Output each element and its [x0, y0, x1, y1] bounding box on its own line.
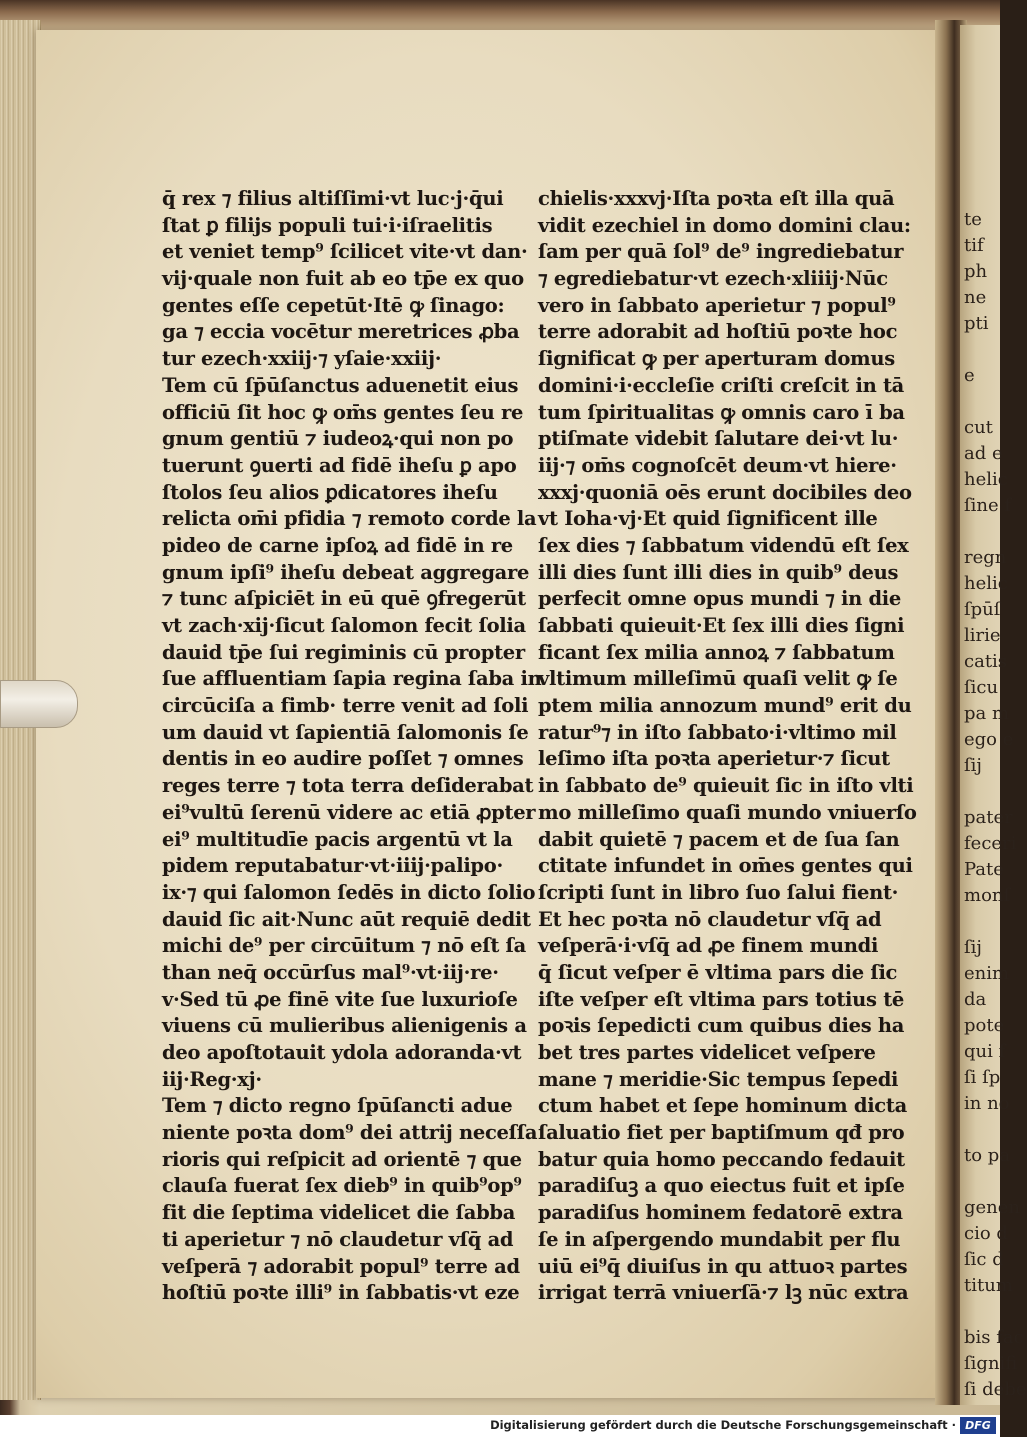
facing-page-fragment: in no — [964, 1093, 1010, 1114]
dfg-logo: DFG — [960, 1417, 996, 1434]
text-line: ſue affluentiam ſapia regina ſaba in — [162, 667, 542, 691]
facing-page-text — [960, 25, 1027, 1403]
facing-page-fragment: cut — [964, 417, 993, 438]
facing-page-fragment: ſine f — [964, 495, 1012, 516]
left-text-column — [162, 186, 542, 1307]
facing-page-fragment — [964, 337, 1000, 363]
text-line: veſperā·i·vſq̄ ad ꝓe finem mundi — [538, 934, 879, 958]
text-line: ſex dies ⁊ ſabbatum videndū eſt ſex — [538, 533, 909, 557]
text-line: hoſtiū poꝛte illi⁹ in ſabbatis·vt eze — [162, 1281, 520, 1305]
facing-page-fragment — [964, 1299, 1000, 1325]
text-line: relicta om̄i pfidia ⁊ remoto corde la — [162, 507, 537, 531]
text-line: ſam per quā ſol⁹ de⁹ ingrediebatur — [538, 240, 904, 264]
footer-credit: Digitalisierung gefördert durch die Deutsche Forschungsgemeinschaft · — [490, 1418, 956, 1432]
text-line: Tem cū ſp̄ūſanctus aduenetit eius — [162, 373, 519, 397]
text-line: batur quia homo peccando fedauit — [538, 1147, 905, 1171]
facing-page-fragment: pa m — [964, 703, 1010, 724]
text-line: vij·quale non fuit ab eo tp̄e ex quo — [162, 267, 524, 291]
text-line: vero in ſabbato aperietur ⁊ popul⁹ — [538, 293, 896, 317]
text-line: dabit quietē ⁊ pacem et de ſua ſan — [538, 827, 900, 851]
text-line: iij·Reg·xj· — [162, 1067, 262, 1091]
text-line: vltimum milleſimū quaſi velit ꝙ ſe — [538, 667, 898, 691]
facing-page-fragment: ph — [964, 261, 988, 282]
text-line: dauid ſic ait·Nunc aūt requiē dedit — [162, 907, 531, 931]
facing-page-fragment: bis fac — [964, 1327, 1024, 1348]
text-line: dauid tp̄e ſui regiminis cū propter — [162, 640, 525, 664]
text-line: ſe in aſpergendo mundabit per flu — [538, 1227, 901, 1251]
text-line: mo milleſimo quaſi mundo vniuerſo — [538, 800, 917, 824]
text-line: than neq̄ occūrſus mal⁹·vt·iij·re· — [162, 960, 499, 984]
text-line: ſabbati quieuit·Et ſex illi dies ſigni — [538, 614, 905, 637]
text-line: gentes eſſe cepetūt·Itē ꝙ ſinago: — [162, 293, 505, 317]
text-line: leſimo iſta poꝛta aperietur·⁊ ſicut — [538, 747, 890, 771]
facing-page-fragment: ad e — [964, 443, 1003, 464]
text-line: tur ezech·xxiij·⁊ yſaie·xxiij· — [162, 347, 442, 371]
text-line: vidit ezechiel in domo domini clau: — [538, 213, 911, 237]
facing-page-fragment: ſicu — [964, 677, 999, 698]
facing-page-fragment: ſignifi — [964, 1353, 1018, 1374]
facing-page-fragment: catis — [964, 651, 1008, 672]
text-line: ctum habet et ſepe hominum dicta — [538, 1094, 907, 1118]
facing-page-fragment — [964, 519, 1000, 545]
text-line: iſte veſper eſt vltima pars totius tē — [538, 987, 905, 1011]
text-line: michi de⁹ per circūitum ⁊ nō eſt ſa — [162, 934, 526, 958]
facing-page-fragment — [964, 779, 1000, 805]
text-line: ſignificat ꝙ per aperturam domus — [538, 347, 895, 371]
facing-page-fragment: pote — [964, 1015, 1005, 1036]
facing-page-fragment: lirie — [964, 625, 1001, 646]
text-line: chielis·xxxvj·Iſta poꝛta eſt illa quā — [538, 187, 895, 210]
text-line: paradiſuꝫ a quo eiectus fuit et ipſe — [538, 1174, 905, 1198]
text-line: mane ⁊ meridie·Sic tempus ſepedi — [538, 1067, 899, 1091]
text-line: illi dies ſunt illi dies in quib⁹ deus — [538, 560, 899, 584]
text-line: ficant ſex milia annoꝝ ⁊ ſabbatum — [538, 640, 895, 664]
facing-page-fragment: pti — [964, 313, 989, 334]
text-line: Et hec poꝛta nō claudetur vſq̄ ad — [538, 907, 882, 931]
text-line: viuens cū mulieribus alienigenis a — [162, 1014, 527, 1038]
text-line: tum ſpiritualitas ꝙ omnis caro ī ba — [538, 400, 905, 424]
book-top-edge — [0, 0, 1000, 30]
facing-page-fragment: feceri — [964, 833, 1017, 854]
text-line: ratur⁹⁊ in iſto ſabbato·i·vltimo mil — [538, 720, 897, 744]
text-line: ptiſmate videbit ſalutare dei·vt lu· — [538, 427, 899, 451]
facing-page-fragment — [964, 1169, 1000, 1195]
facing-page-fragment: ego e — [964, 729, 1014, 750]
facing-page-fragment: regn — [964, 547, 1007, 568]
facing-page-fragment: ſi ſp — [964, 1067, 1001, 1088]
facing-page-fragment — [964, 389, 1000, 415]
text-line: pidem reputabatur·vt·iiij·palipo· — [162, 854, 503, 878]
facing-page-fragment: titum — [964, 1275, 1013, 1296]
text-line: et veniet temp⁹ ſcilicet vite·vt dan· — [162, 240, 528, 264]
text-line: deo apoſtotauit ydola adoranda·vt — [162, 1041, 522, 1064]
text-line: ga ⁊ eccia vocētur meretrices ꝓba — [162, 320, 520, 344]
text-line: ctitate infundet in om̄es gentes qui — [538, 854, 913, 878]
facing-page-fragment — [964, 1117, 1000, 1143]
text-line: perfecit omne opus mundi ⁊ in die — [538, 587, 902, 611]
text-line: tuerunt ꝯuerti ad fidē iheſu ꝑ apo — [162, 453, 517, 477]
text-line: domini·i·eccleſie criſti creſcit in tā — [538, 373, 904, 397]
facing-page-fragment: ſic d — [964, 1249, 1004, 1270]
text-line: uiū ei⁹q̄ diuiſus in qu attuoꝛ partes — [538, 1254, 908, 1278]
facing-page-fragment: e — [964, 365, 975, 386]
text-line: ſaluatio fiet per baptiſmum qđ pro — [538, 1121, 905, 1145]
text-line: terre adorabit ad hoſtiū poꝛte hoc — [538, 320, 898, 344]
text-line: reges terre ⁊ tota terra deſiderabat — [162, 774, 534, 798]
facing-page-fragment: tif — [964, 235, 984, 256]
facing-page-fragment: da — [964, 989, 987, 1010]
text-line: officiū ſit hoc ꝙ om̄s gentes ſeu re — [162, 400, 524, 424]
facing-page-fragment: monſ — [964, 885, 1011, 906]
facing-page-fragment: cio d — [964, 1223, 1008, 1244]
text-line: gnum gentiū ⁊ iudeoꝝ·qui non po — [162, 427, 514, 451]
text-line: um dauid vt ſapientiā ſalomonis ſe — [162, 720, 529, 744]
text-line: Tem ⁊ dicto regno ſpūſancti adue — [162, 1094, 513, 1118]
text-line: v·Sed tū ꝓe finē vite ſue luxurioſe — [162, 987, 518, 1011]
right-text-column — [538, 186, 917, 1307]
text-line: veſperā ⁊ adorabit popul⁹ terre ad — [162, 1254, 520, 1278]
facing-page-fragment: te — [964, 209, 982, 230]
facing-page-fragment: to pa — [964, 1145, 1011, 1166]
text-line: ei⁹ multitudīe pacis argentū vt la — [162, 827, 513, 851]
text-line: clauſa fuerat ſex dieb⁹ in quib⁹op⁹ — [162, 1174, 522, 1198]
facing-page-fragment: ſi debe — [964, 1379, 1027, 1400]
facing-page-edge — [960, 25, 1027, 1405]
text-line: vt Ioha·vj·Et quid ſignificent ille — [538, 507, 878, 531]
text-line: ſtolos ſeu alios ꝑdicatores iheſu — [162, 480, 498, 504]
facing-page-fragment: ne — [964, 287, 987, 308]
text-line: pideo de carne ipſoꝝ ad fidē in re — [162, 533, 513, 557]
text-line: ſtat ꝑ filijs populi tui·i·iſraelitis — [162, 213, 493, 237]
facing-page-fragment: ſpūſ — [964, 599, 1001, 620]
facing-page-fragment: qui f — [964, 1041, 1006, 1062]
text-line: poꝛis ſepedicti cum quibus dies ha — [538, 1014, 905, 1038]
facing-page-fragment: genen — [964, 1197, 1021, 1218]
text-line: ſcripti ſunt in libro ſuo ſalui fient· — [538, 880, 899, 904]
text-line: q̄ ſicut veſper ē vltima pars die ſic — [538, 960, 898, 984]
text-line: ⁊ tunc aſpiciēt in eū quē ꝯfregerūt — [162, 587, 526, 611]
text-line: q̄ rex ⁊ filius altiſſimi·vt luc·j·q̄ui — [162, 187, 504, 210]
facing-page-fragment: pater — [964, 807, 1013, 828]
text-line: gnum ipſi⁹ iheſu debeat aggregare — [162, 560, 530, 584]
text-line: rioris qui reſpicit ad orientē ⁊ que — [162, 1147, 522, 1171]
text-line: ⁊ egrediebatur·vt ezech·xliiij·Nūc — [538, 267, 888, 291]
text-line: paradiſus hominem fedatorē extra — [538, 1201, 903, 1225]
facing-page-fragment: ſij — [964, 755, 982, 776]
text-line: niente poꝛta dom⁹ dei attrij neceſſa — [162, 1121, 538, 1145]
text-line: ti aperietur ⁊ nō claudetur vſq̄ ad — [162, 1227, 514, 1251]
text-line: iij·⁊ om̄s cognoſcēt deum·vt hiere· — [538, 453, 897, 477]
text-line: ei⁹vultū ſerenū videre ac etiā ꝓpter — [162, 800, 536, 824]
text-line: vt zach·xij·ſicut ſalomon fecit ſolia — [162, 614, 526, 637]
text-line: in ſabbato de⁹ quieuit ſic in iſto vlti — [538, 774, 914, 798]
facing-page-fragment: Pate — [964, 859, 1004, 880]
text-line: ix·⁊ qui ſalomon ſedēs in dicto ſolio — [162, 880, 536, 904]
facing-page-fragment: ſij — [964, 937, 982, 958]
text-line: irrigat terrā vniuerſā·⁊ lꝫ nūc extra — [538, 1281, 909, 1305]
page-clip — [0, 680, 78, 728]
facing-page-fragment: helic — [964, 469, 1008, 490]
text-line: xxxj·quoniā oēs erunt docibiles deo — [538, 480, 912, 504]
text-line: ptem milia annozum mund⁹ erit du — [538, 694, 912, 718]
facing-page-fragment: helic — [964, 573, 1008, 594]
facing-page-fragment: enim — [964, 963, 1010, 984]
text-line: bet tres partes videlicet veſpere — [538, 1041, 876, 1064]
footer-bar — [0, 1415, 1000, 1437]
text-line: dentis in eo audire poſſet ⁊ omnes — [162, 747, 524, 771]
text-line: fit die ſeptima videlicet die ſabba — [162, 1201, 516, 1225]
text-line: circūciſa a fimb· terre venit ad ſoli — [162, 694, 529, 718]
facing-page-fragment — [964, 909, 1000, 935]
